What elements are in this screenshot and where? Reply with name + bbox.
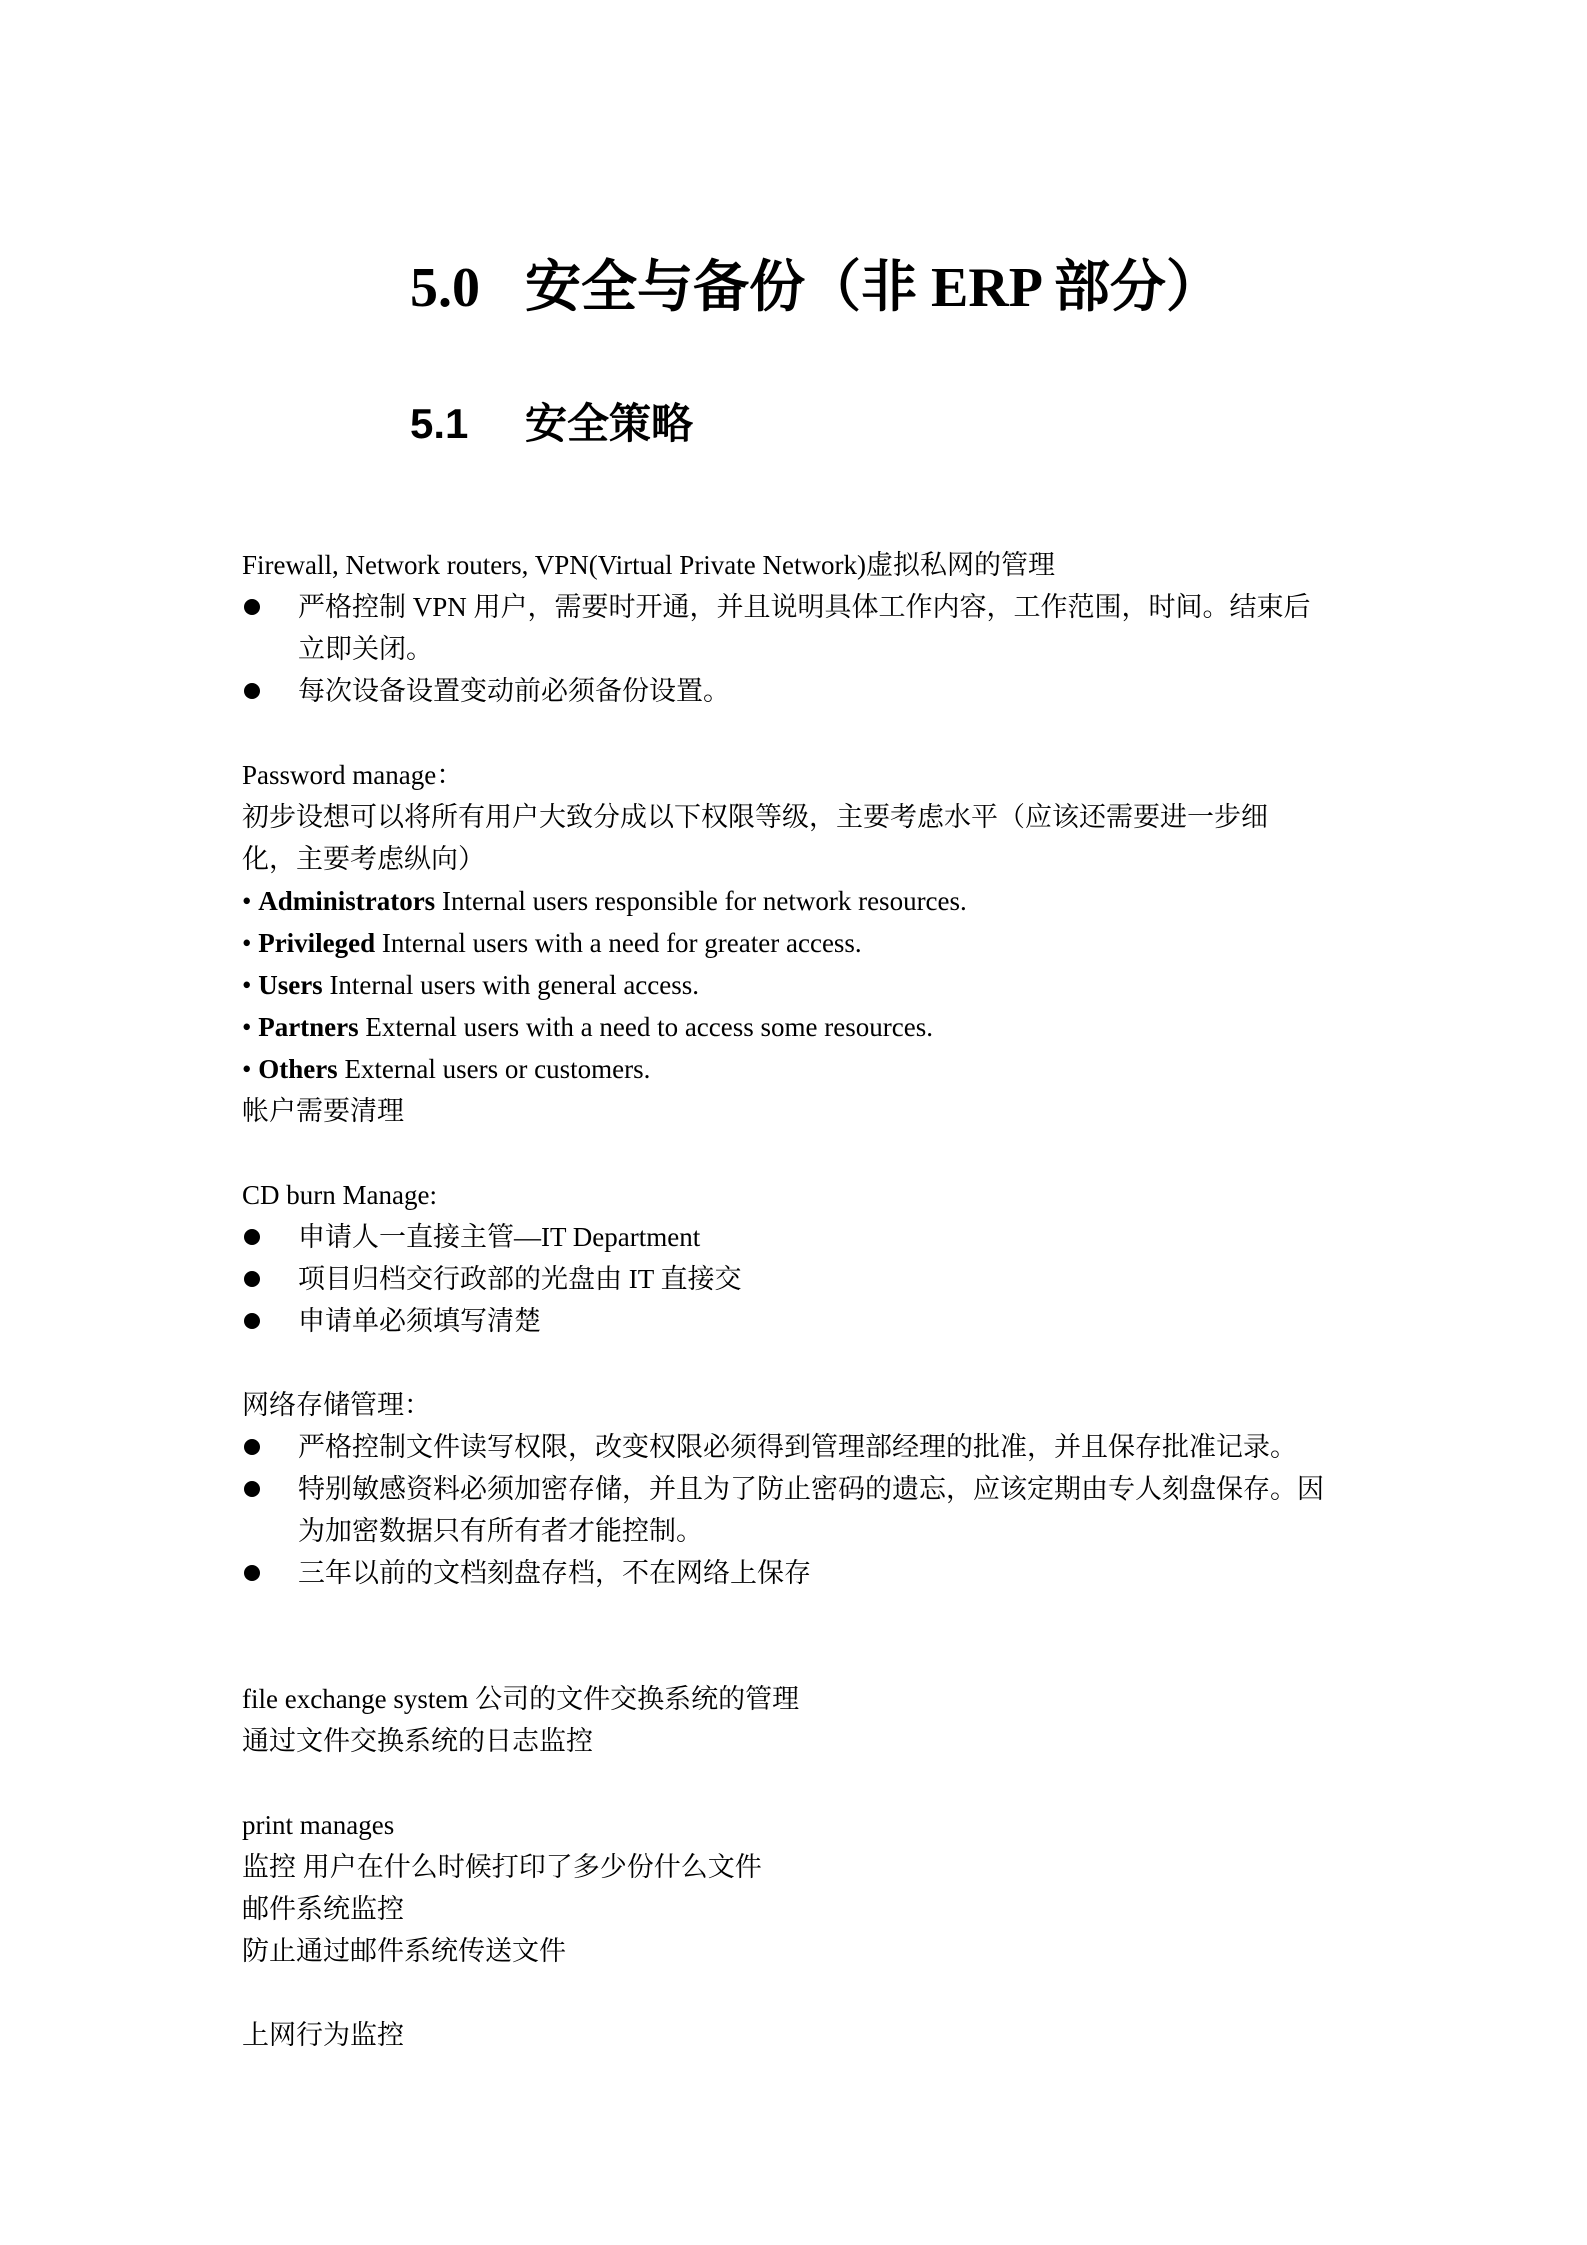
internet-monitoring-line: 上网行为监控 — [242, 2020, 404, 2050]
bullet-icon — [244, 1565, 260, 1581]
permission-level-desc: Internal users with a need for greater access. — [375, 928, 862, 958]
bullet-icon: • — [242, 886, 252, 916]
bullet-icon — [244, 1481, 260, 1497]
permission-level-desc: Internal users with general access. — [322, 970, 700, 1000]
file-exchange-line: 通过文件交换系统的日志监控 — [242, 1726, 593, 1756]
permission-level-item — [242, 964, 699, 1006]
permission-level-desc: External users or customers. — [337, 1054, 651, 1084]
list-item-text: 项目归档交行政部的光盘由 IT 直接交 — [298, 1264, 742, 1294]
password-title: Password manage： — [242, 760, 464, 790]
permission-level-desc: Internal users responsible for network resources. — [435, 886, 967, 916]
file-exchange-title: file exchange system 公司的文件交换系统的管理 — [242, 1684, 800, 1714]
list-item-text: 申请人一直接主管—IT Department — [298, 1222, 701, 1252]
list-item-text: 每次设备设置变动前必须备份设置。 — [298, 676, 730, 706]
section-number: 5.0 — [410, 257, 480, 319]
cd-burn-title: CD burn Manage: — [242, 1180, 437, 1210]
password-paragraph-line1: 初步设想可以将所有用户大致分成以下权限等级，主要考虑水平（应该还需要进一步细 — [242, 802, 1268, 832]
section-title: 安全与备份（非 ERP 部分） — [525, 257, 1222, 319]
list-item-text: 申请单必须填写清楚 — [298, 1306, 541, 1336]
permission-level-desc: External users with a need to access some resources. — [358, 1012, 933, 1042]
bullet-icon: • — [242, 1012, 252, 1042]
subsection-heading-5-1 — [410, 396, 693, 452]
list-item-text: 特别敏感资料必须加密存储，并且为了防止密码的遗忘，应该定期由专人刻盘保存。因 — [298, 1474, 1324, 1504]
bullet-icon: • — [242, 1054, 252, 1084]
print-line: 防止通过邮件系统传送文件 — [242, 1936, 566, 1966]
section-heading-5-0 — [410, 252, 1222, 324]
permission-level-name: Partners — [258, 1012, 359, 1042]
permission-level-item — [242, 1048, 650, 1090]
print-line: 监控 用户在什么时候打印了多少份什么文件 — [242, 1852, 762, 1882]
bullet-icon: • — [242, 928, 252, 958]
bullet-icon — [244, 599, 260, 615]
list-item-text-continued: 立即关闭。 — [298, 634, 433, 664]
permission-level-item — [242, 922, 862, 964]
network-storage-title: 网络存储管理： — [242, 1390, 431, 1420]
permission-level-name: Privileged — [258, 928, 376, 958]
subsection-number: 5.1 — [410, 400, 469, 447]
list-item-text: 三年以前的文档刻盘存档，不在网络上保存 — [298, 1558, 811, 1588]
bullet-icon — [244, 1313, 260, 1329]
permission-level-name: Users — [258, 970, 323, 1000]
subsection-title: 安全策略 — [525, 400, 694, 447]
list-item-text: 严格控制文件读写权限，改变权限必须得到管理部经理的批准，并且保存批准记录。 — [298, 1432, 1297, 1462]
permission-level-name: Others — [258, 1054, 338, 1084]
password-footer: 帐户需要清理 — [242, 1096, 404, 1126]
bullet-icon — [244, 1439, 260, 1455]
print-title: print manages — [242, 1810, 395, 1840]
print-line: 邮件系统监控 — [242, 1894, 404, 1924]
bullet-icon — [244, 1271, 260, 1287]
permission-level-item — [242, 1006, 933, 1048]
password-paragraph-line2: 化，主要考虑纵向） — [242, 844, 485, 874]
list-item-text: 严格控制 VPN 用户，需要时开通，并且说明具体工作内容，工作范围，时间。结束后 — [298, 592, 1311, 622]
permission-level-item — [242, 880, 967, 922]
bullet-icon: • — [242, 970, 252, 1000]
bullet-icon — [244, 683, 260, 699]
firewall-intro: Firewall, Network routers, VPN(Virtual Private Network)虚拟私网的管理 — [242, 550, 1055, 580]
bullet-icon — [244, 1229, 260, 1245]
permission-level-name: Administrators — [258, 886, 436, 916]
list-item-text-continued: 为加密数据只有所有者才能控制。 — [298, 1516, 703, 1546]
